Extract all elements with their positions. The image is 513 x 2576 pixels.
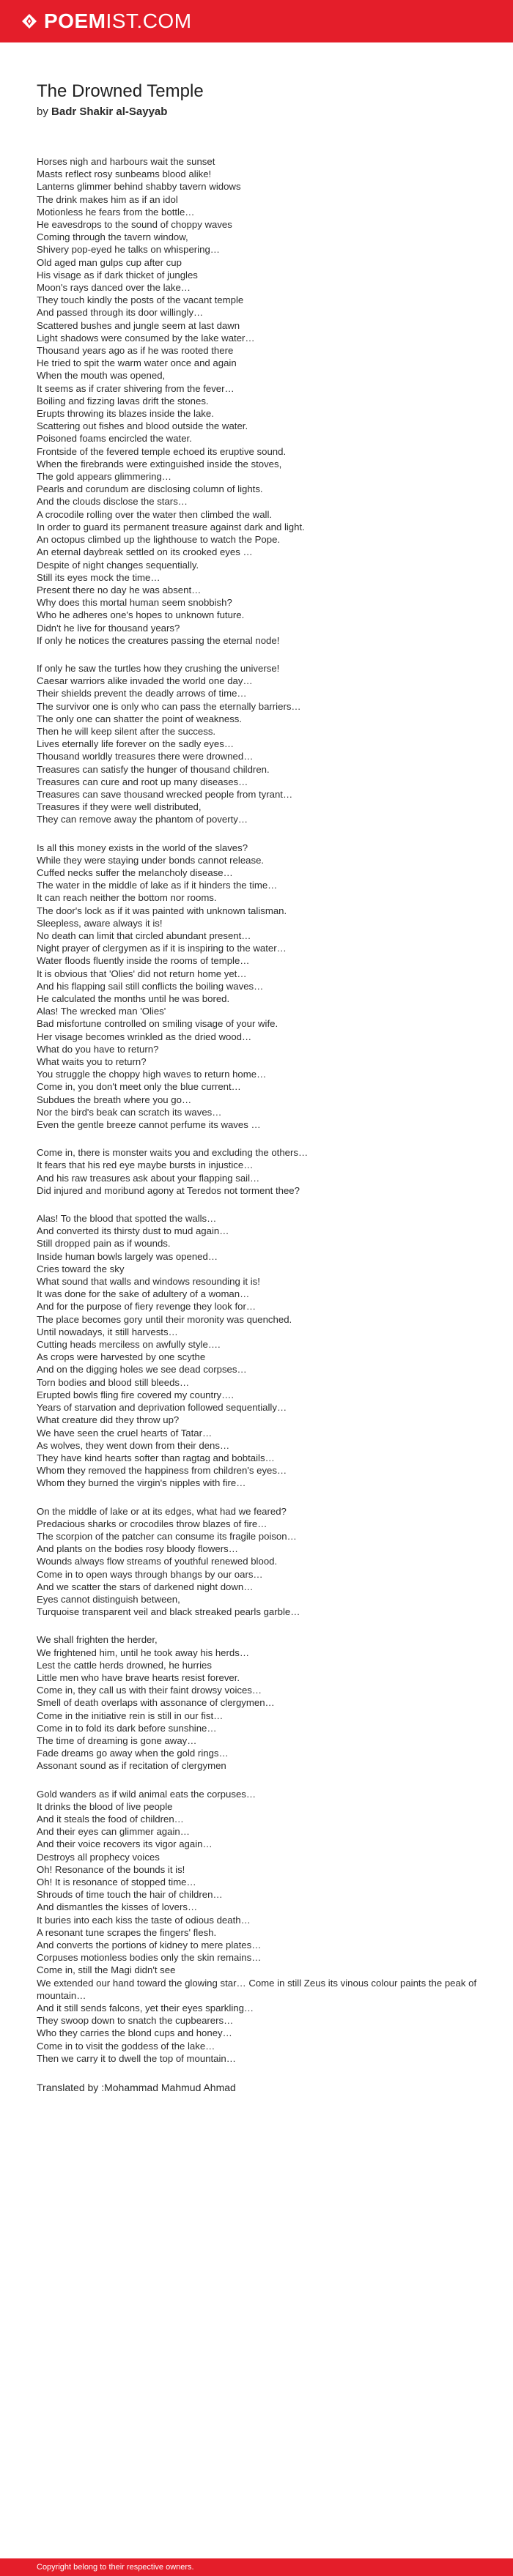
poem-line: The place becomes gory until their moronity was quenched.: [37, 1313, 292, 1325]
poem-line: Eyes cannot distinguish between,: [37, 1593, 180, 1605]
poem-body: [37, 155, 484, 2065]
poem-line: And converts the portions of kidney to mere plates…: [37, 1940, 262, 1951]
stanza: [37, 842, 484, 1132]
poem-line: Is all this money exists in the world of the slaves?: [37, 842, 248, 853]
poem-line: Thousand years ago as if he was rooted there: [37, 345, 234, 357]
byline: [37, 104, 484, 120]
poem-line: Fade dreams go away when the gold rings…: [37, 1748, 229, 1759]
poem-line: And dismantles the kisses of lovers…: [37, 1901, 198, 1913]
stanza: [37, 1146, 484, 1197]
poem-line: Still its eyes mock the time…: [37, 571, 160, 583]
stanza: [37, 1505, 484, 1619]
poem-line: Corpuses motionless bodies only the skin remains…: [37, 1952, 262, 1964]
poem-line: Even the gentle breeze cannot perfume its waves …: [37, 1119, 261, 1131]
poem-line: Gold wanders as if wild animal eats the corpuses…: [37, 1788, 256, 1800]
site-logo[interactable]: [21, 10, 192, 33]
poem-line: He eavesdrops to the sound of choppy waves: [37, 219, 232, 231]
poem-line: Coming through the tavern window,: [37, 231, 188, 243]
poem-line: It fears that his red eye maybe bursts in injustice…: [37, 1159, 254, 1171]
poemist-logo-icon: [21, 12, 38, 30]
poem-line: No death can limit that circled abundant present…: [37, 929, 251, 941]
poem-line: The time of dreaming is gone away…: [37, 1734, 197, 1746]
poem-line: Bad misfortune controlled on smiling visage of your wife.: [37, 1018, 278, 1030]
poem-line: And plants on the bodies rosy bloody flowers…: [37, 1543, 238, 1555]
poem-line: The gold appears glimmering…: [37, 471, 171, 483]
poem-line: Come in the initiative rein is still in our fist…: [37, 1710, 224, 1721]
poem-line: It seems as if crater shivering from the fever…: [37, 382, 235, 394]
poem-line: What creature did they throw up?: [37, 1414, 180, 1426]
stanza: [37, 1633, 484, 1772]
stanza: [37, 1212, 484, 1489]
poem-line: And it steals the food of children…: [37, 1813, 184, 1825]
poem-line: Despite of night changes sequentially.: [37, 559, 199, 571]
poem-line: Whom they removed the happiness from children's eyes…: [37, 1465, 287, 1477]
poem-line: Come in, still the Magi didn't see: [37, 1964, 176, 1976]
poem-line: Until nowadays, it still harvests…: [37, 1326, 178, 1337]
poem-line: And it still sends falcons, yet their eyes sparkling…: [37, 2002, 254, 2014]
poem-line: Whom they burned the virgin's nipples with fire…: [37, 1477, 246, 1489]
poem-line: Destroys all prophecy voices: [37, 1851, 160, 1863]
poem-line: An octopus climbed up the lighthouse to watch the Pope.: [37, 534, 281, 546]
poem-line: Then we carry it to dwell the top of mountain…: [37, 2052, 236, 2064]
poem-line: Moon's rays danced over the lake…: [37, 282, 191, 294]
poem-line: Oh! It is resonance of stopped time…: [37, 1877, 196, 1888]
stanza: [37, 155, 484, 647]
poem-line: We extended our hand toward the glowing star… Come in still Zeus its vinous colour paints the peak of mountain…: [37, 1977, 477, 2001]
poem-line: Erupts throwing its blazes inside the lake.: [37, 408, 214, 420]
poem-line: Come in to open ways through bhangs by our oars…: [37, 1568, 263, 1580]
poem-line: Sleepless, aware always it is!: [37, 917, 163, 929]
poem-line: A resonant tune scrapes the fingers' flesh.: [37, 1926, 217, 1938]
poem-line: Come in, they call us with their faint drowsy voices…: [37, 1685, 262, 1696]
poem-line: Their shields prevent the deadly arrows of time…: [37, 688, 247, 699]
poem-line: If only he saw the turtles how they crushing the universe!: [37, 662, 280, 674]
poem-line: It is obvious that 'Olies' did not return home yet…: [37, 968, 247, 979]
poem-line: Cries toward the sky: [37, 1263, 125, 1274]
poem-line: And their voice recovers its vigor again…: [37, 1838, 213, 1850]
poem-line: On the middle of lake or at its edges, what had we feared?: [37, 1505, 287, 1517]
poem-line: Smell of death overlaps with assonance of clergymen…: [37, 1697, 275, 1709]
poem-line: What do you have to return?: [37, 1043, 159, 1055]
poem-line: Treasures can save thousand wrecked people from tyrant…: [37, 788, 293, 800]
poem-line: Come in to fold its dark before sunshine…: [37, 1722, 217, 1734]
poem-line: While they were staying under bonds cannot release.: [37, 854, 265, 866]
poem-line: Come in, you don't meet only the blue current…: [37, 1081, 241, 1093]
poem-line: Come in, there is monster waits you and excluding the others…: [37, 1147, 309, 1159]
poem-line: Lest the cattle herds drowned, he hurries: [37, 1659, 212, 1671]
poem-line: They can remove away the phantom of poverty…: [37, 814, 248, 825]
poem-line: We frightened him, until he took away his herds…: [37, 1647, 250, 1658]
site-header: [0, 0, 513, 42]
poem-line: Water floods fluently inside the rooms of temple…: [37, 955, 250, 967]
poem-line: Motionless he fears from the bottle…: [37, 206, 195, 218]
poem-line: Cuffed necks suffer the melancholy disease…: [37, 866, 233, 878]
poem-line: Who he adheres one's hopes to unknown future.: [37, 609, 245, 621]
poem-line: Treasures can cure and root up many diseases…: [37, 776, 248, 787]
logo-text-light: IST.COM: [106, 10, 192, 32]
poem-line: It buries into each kiss the taste of odious death…: [37, 1914, 251, 1926]
poem-line: They swoop down to snatch the cupbearers…: [37, 2015, 234, 2027]
by-label: by: [37, 105, 48, 118]
poem-line: Poisoned foams encircled the water.: [37, 433, 192, 445]
stanza: [37, 1788, 484, 2065]
logo-text: [44, 10, 192, 33]
poem-line: Turquoise transparent veil and black streaked pearls garble…: [37, 1606, 300, 1618]
poem-line: They have kind hearts softer than ragtag and bobtails…: [37, 1452, 275, 1463]
poem-line: Inside human bowls largely was opened…: [37, 1250, 218, 1262]
poem-line: It drinks the blood of live people: [37, 1800, 173, 1812]
logo-text-bold: POEM: [44, 10, 106, 32]
poem-line: He calculated the months until he was bored.: [37, 993, 230, 1004]
poem-line: And his raw treasures ask about your flapping sail…: [37, 1172, 260, 1184]
poem-line: Scattered bushes and jungle seem at last dawn: [37, 319, 240, 331]
poem-line: Present there no day he was absent…: [37, 584, 202, 595]
poem-line: As crops were harvested by one scythe: [37, 1351, 206, 1363]
poem-line: Alas! The wrecked man 'Olies': [37, 1006, 166, 1017]
poem-line: Torn bodies and blood still bleeds…: [37, 1376, 190, 1388]
poem-line: Predacious sharks or crocodiles throw blazes of fire…: [37, 1518, 267, 1529]
poem-line: The door's lock as if it was painted with unknown talisman.: [37, 905, 287, 916]
poem-line: Her visage becomes wrinkled as the dried wood…: [37, 1031, 252, 1042]
poem-line: Night prayer of clergymen as if it is inspiring to the water…: [37, 943, 287, 954]
copyright-notice: Copyright belong to their respective owners.: [37, 2563, 194, 2572]
poem-line: Treasures if they were well distributed,: [37, 801, 202, 813]
poem-line: The drink makes him as if an idol: [37, 193, 178, 205]
poem-line: Masts reflect rosy sunbeams blood alike!: [37, 168, 212, 180]
poem-line: And on the digging holes we see dead corpses…: [37, 1364, 247, 1376]
poem-line: What waits you to return?: [37, 1056, 147, 1068]
poem-line: And his flapping sail still conflicts the boiling waves…: [37, 980, 264, 992]
poem-line: Horses nigh and harbours wait the sunset: [37, 156, 215, 167]
poem-line: Shrouds of time touch the hair of children…: [37, 1889, 223, 1901]
poem-line: An eternal daybreak settled on its crooked eyes …: [37, 546, 253, 558]
poem-line: You struggle the choppy high waves to return home…: [37, 1069, 267, 1080]
poem-line: And their eyes can glimmer again…: [37, 1826, 190, 1838]
poem-line: A crocodile rolling over the water then climbed the wall.: [37, 508, 273, 520]
site-footer: [0, 2558, 513, 2576]
poem-line: And converted its thirsty dust to mud again…: [37, 1225, 229, 1237]
poem-line: Still dropped pain as if wounds.: [37, 1238, 171, 1250]
poem-line: Old aged man gulps cup after cup: [37, 256, 182, 268]
poem-line: We have seen the cruel hearts of Tatar…: [37, 1427, 213, 1439]
poem-line: Light shadows were consumed by the lake water…: [37, 332, 255, 344]
poem-line: Wounds always flow streams of youthful renewed blood.: [37, 1556, 278, 1567]
poem-line: Shivery pop-eyed he talks on whispering…: [37, 244, 220, 256]
poem-line: And we scatter the stars of darkened night down…: [37, 1581, 254, 1592]
poem-line: Who they carries the blond cups and honey…: [37, 2027, 232, 2039]
poem-line: Little men who have brave hearts resist forever.: [37, 1671, 240, 1683]
poem-line: Scattering out fishes and blood outside the water.: [37, 420, 248, 432]
poem-line: His visage as if dark thicket of jungles: [37, 269, 198, 281]
poem-line: Thousand worldly treasures there were drowned…: [37, 751, 254, 762]
poem-line: Didn't he live for thousand years?: [37, 622, 180, 634]
poem-line: Pearls and corundum are disclosing column of lights.: [37, 483, 263, 495]
poem-line: Erupted bowls fling fire covered my country….: [37, 1389, 234, 1400]
poem-line: Why does this mortal human seem snobbish?: [37, 597, 232, 609]
poem-line: Did injured and moribund agony at Teredos not torment thee?: [37, 1184, 300, 1196]
poem-line: And the clouds disclose the stars…: [37, 496, 188, 508]
poem-line: When the firebrands were extinguished inside the stoves,: [37, 458, 282, 469]
poem-line: Then he will keep silent after the success.: [37, 725, 216, 737]
poem-line: Lanterns glimmer behind shabby tavern widows: [37, 181, 241, 193]
poem-line: Boiling and fizzing lavas drift the stones.: [37, 395, 209, 407]
poem-line: When the mouth was opened,: [37, 370, 166, 382]
poem-line: Caesar warriors alike invaded the world one day…: [37, 675, 253, 687]
poem-line: Years of starvation and deprivation followed sequentially…: [37, 1402, 287, 1414]
poem-line: In order to guard its permanent treasure against dark and light.: [37, 521, 305, 532]
poem-line: They touch kindly the posts of the vacant temple: [37, 294, 244, 306]
poem-line: The scorpion of the patcher can consume its fragile poison…: [37, 1530, 297, 1542]
poem-title: The Drowned Temple: [37, 81, 204, 101]
stanza: [37, 662, 484, 826]
poem-line: The survivor one is only who can pass the eternally barriers…: [37, 700, 301, 712]
poem-line: The only one can shatter the point of weakness.: [37, 713, 243, 724]
poem-line: It was done for the sake of adultery of a woman…: [37, 1288, 250, 1300]
poem-line: As wolves, they went down from their dens…: [37, 1439, 230, 1451]
poem-line: Lives eternally life forever on the sadly eyes…: [37, 738, 235, 750]
poem-line: We shall frighten the herder,: [37, 1634, 158, 1646]
poem-line: Assonant sound as if recitation of clergymen: [37, 1760, 226, 1772]
poem-line: Treasures can satisfy the hunger of thousand children.: [37, 763, 270, 775]
poem-line: What sound that walls and windows resounding it is!: [37, 1276, 260, 1288]
poem-line: The water in the middle of lake as if it hinders the time…: [37, 880, 278, 891]
poem-line: He tried to spit the warm water once and again: [37, 357, 237, 369]
poem-line: If only he notices the creatures passing the eternal node!: [37, 634, 280, 646]
poem-line: It can reach neither the bottom nor rooms.: [37, 892, 217, 904]
poem-line: Cutting heads merciless on awfully style….: [37, 1339, 221, 1351]
author-link[interactable]: Badr Shakir al-Sayyab: [51, 105, 168, 118]
poem-line: Alas! To the blood that spotted the walls…: [37, 1213, 217, 1225]
translator-credit: Translated by :Mohammad Mahmud Ahmad: [37, 2082, 236, 2094]
poem-line: Nor the bird's beak can scratch its waves…: [37, 1106, 222, 1118]
poem-line: Come in to visit the goddess of the lake…: [37, 2040, 215, 2052]
poem-line: Frontside of the fevered temple echoed its eruptive sound.: [37, 445, 287, 457]
poem-line: Oh! Resonance of the bounds it is!: [37, 1863, 185, 1875]
poem-line: And for the purpose of fiery revenge they look for…: [37, 1301, 256, 1313]
poem-article: [37, 81, 484, 2095]
poem-line: And passed through its door willingly…: [37, 307, 204, 319]
poem-line: Subdues the breath where you go…: [37, 1094, 192, 1105]
